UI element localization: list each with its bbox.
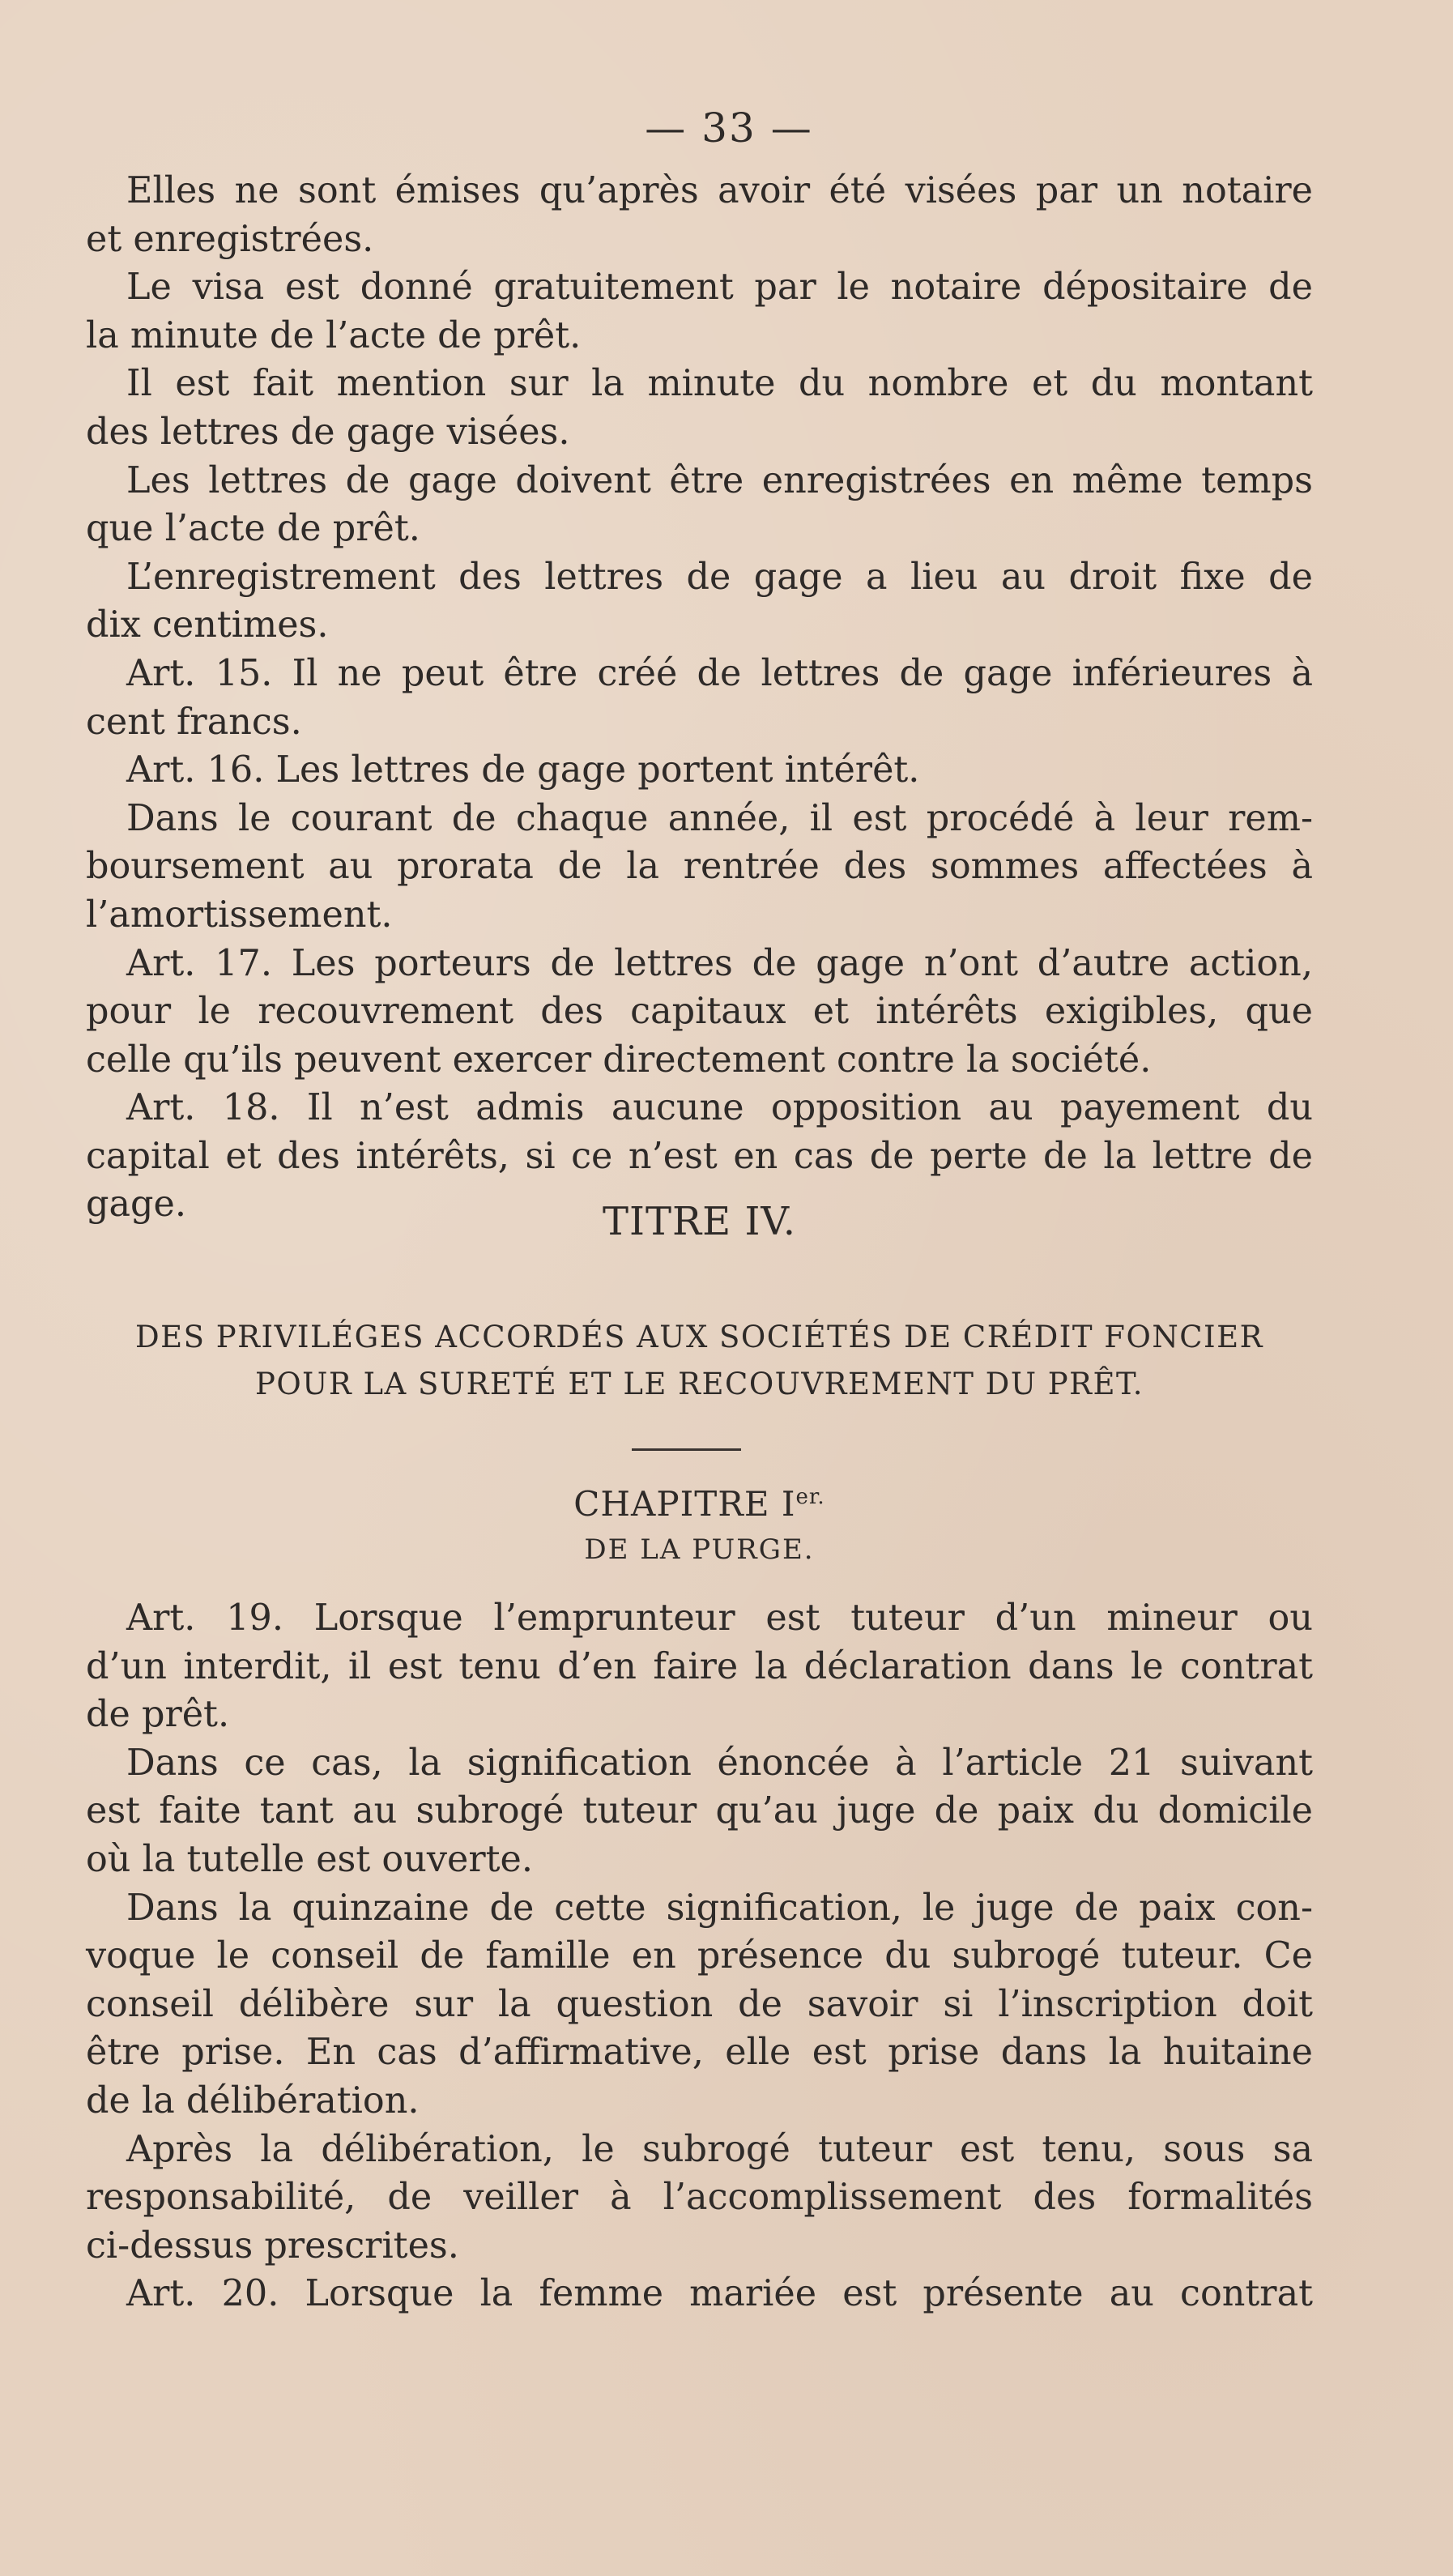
text-line: cent francs. bbox=[86, 701, 302, 743]
chapitre-superscript: er. bbox=[795, 1485, 825, 1509]
text-line: que l’acte de prêt. bbox=[86, 508, 420, 550]
text-line: Les lettres de gage doivent être enregistrées en même temps bbox=[126, 459, 1313, 501]
text-line: celle qu’ils peuvent exercer directement contre la société. bbox=[86, 1039, 1152, 1081]
text-line: boursement au prorata de la rentrée des sommes affectées à bbox=[86, 846, 1313, 888]
text-line: Dans la quinzaine de cette signification, le juge de paix con- bbox=[126, 1887, 1313, 1929]
section-heading bbox=[86, 1314, 1313, 1408]
section-heading-line-1: DES PRIVILÉGES ACCORDÉS AUX SOCIÉTÉS DE CRÉDIT FONCIER bbox=[135, 1320, 1263, 1354]
text-line: Après la délibération, le subrogé tuteur est tenu, sous sa bbox=[126, 2128, 1313, 2170]
text-line: capital et des intérêts, si ce n’est en cas de perte de la lettre de bbox=[86, 1135, 1313, 1177]
text-line: de prêt. bbox=[86, 1694, 230, 1736]
text-line: Art. 15. Il ne peut être créé de lettres de gage inférieures à bbox=[126, 652, 1313, 694]
page-number: — 33 — bbox=[645, 104, 813, 151]
text-line: de la délibération. bbox=[86, 2079, 420, 2122]
chapitre-heading bbox=[86, 1474, 1313, 1527]
text-line: des lettres de gage visées. bbox=[86, 411, 570, 453]
text-line: responsabilité, de veiller à l’accomplissement des formalités bbox=[86, 2177, 1313, 2219]
text-line: Art. 17. Les porteurs de lettres de gage n’ont d’autre action, bbox=[126, 942, 1313, 984]
text-line: et enregistrées. bbox=[86, 218, 374, 260]
text-line: Dans le courant de chaque année, il est procédé à leur rem- bbox=[126, 797, 1313, 839]
titre-heading: TITRE IV. bbox=[603, 1199, 796, 1244]
text-line: voque le conseil de famille en présence du subrogé tuteur. Ce bbox=[86, 1935, 1313, 1977]
body-section-2 bbox=[86, 1594, 1313, 2318]
text-line: gage. bbox=[86, 1184, 186, 1226]
text-line: la minute de l’acte de prêt. bbox=[86, 314, 582, 356]
chapter-subheading: DE LA PURGE. bbox=[584, 1533, 815, 1566]
text-line: où la tutelle est ouverte. bbox=[86, 1838, 533, 1880]
text-line: Elles ne sont émises qu’après avoir été visées par un notaire bbox=[126, 170, 1313, 211]
text-line: Dans ce cas, la signification énoncée à l’article 21 suivant bbox=[126, 1742, 1313, 1784]
body-section-1 bbox=[86, 167, 1313, 1229]
text-line: ci-dessus prescrites. bbox=[86, 2224, 459, 2267]
text-line: Art. 16. Les lettres de gage portent intérêt. bbox=[126, 749, 920, 791]
text-line: l’amortissement. bbox=[86, 893, 393, 936]
text-line: L’enregistrement des lettres de gage a lieu au droit fixe de bbox=[126, 556, 1313, 598]
text-line: Il est fait mention sur la minute du nombre et du montant bbox=[126, 363, 1313, 405]
text-line: Art. 19. Lorsque l’emprunteur est tuteur d’un mineur ou bbox=[126, 1597, 1313, 1639]
text-line: Le visa est donné gratuitement par le notaire dépositaire de bbox=[126, 267, 1313, 309]
text-line: être prise. En cas d’affirmative, elle est prise dans la huitaine bbox=[86, 2032, 1313, 2074]
text-line: est faite tant au subrogé tuteur qu’au juge de paix du domicile bbox=[86, 1790, 1313, 1832]
section-heading-line-2: POUR LA SURETÉ ET LE RECOUVREMENT DU PRÊT. bbox=[254, 1367, 1144, 1401]
text-line: conseil délibère sur la question de savoir si l’inscription doit bbox=[86, 1983, 1313, 2025]
chapitre-label: CHAPITRE I bbox=[573, 1484, 796, 1524]
text-line: dix centimes. bbox=[86, 604, 329, 646]
text-line: Art. 18. Il n’est admis aucune opposition au payement du bbox=[126, 1087, 1313, 1129]
divider-rule bbox=[632, 1448, 741, 1451]
text-line: pour le recouvrement des capitaux et intérêts exigibles, que bbox=[86, 991, 1313, 1033]
text-line: Art. 20. Lorsque la femme mariée est présente au contrat bbox=[126, 2273, 1313, 2315]
text-line: d’un interdit, il est tenu d’en faire la déclaration dans le contrat bbox=[86, 1645, 1313, 1687]
